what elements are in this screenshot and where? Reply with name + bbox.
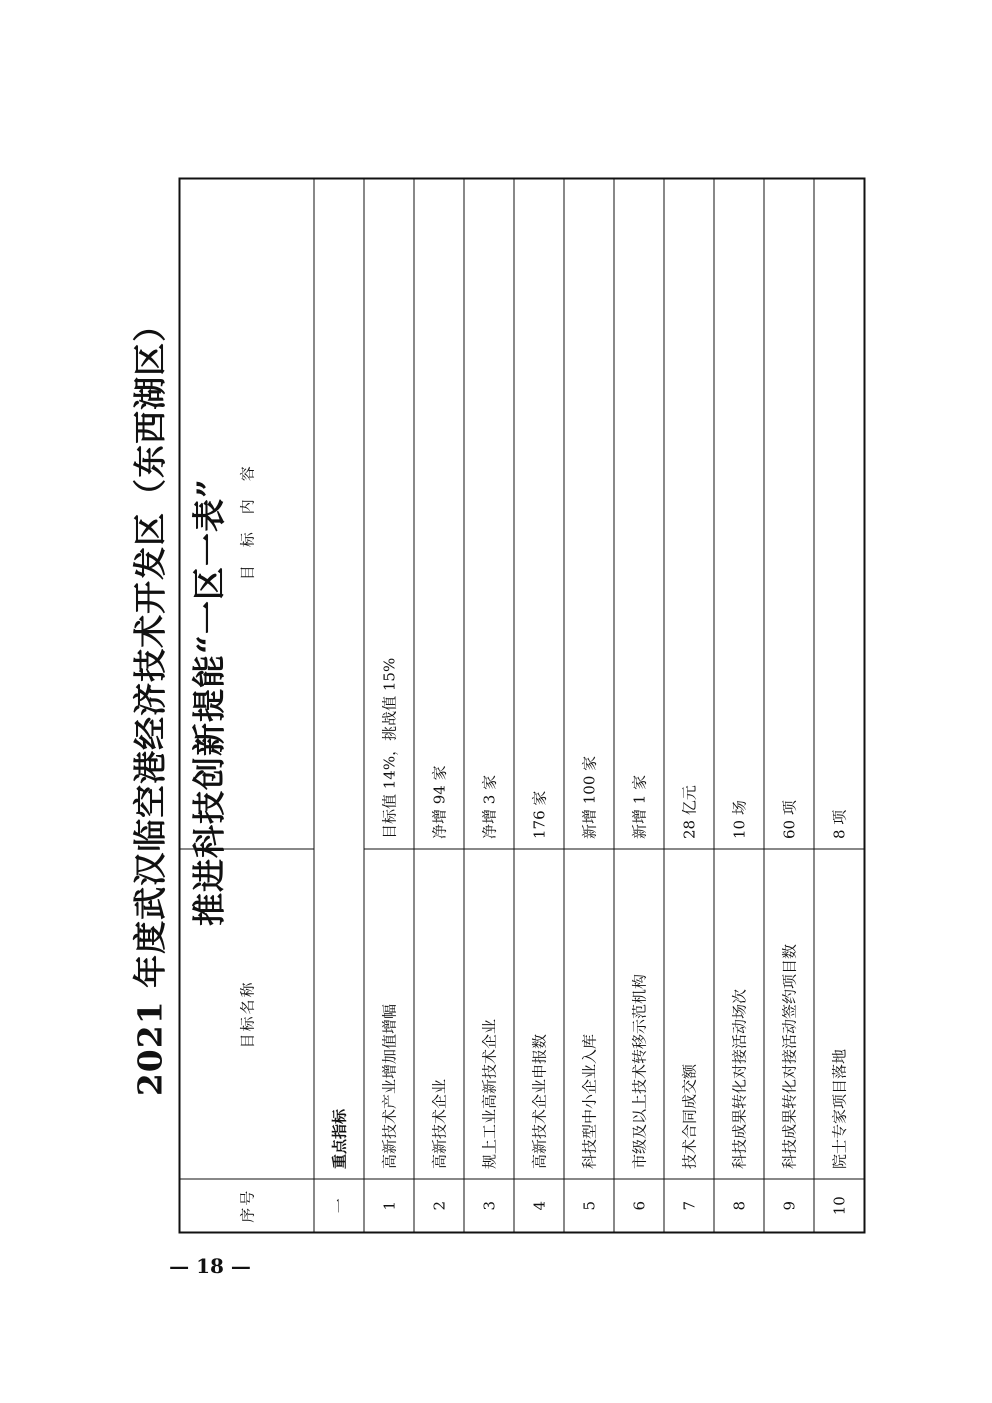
header-target: 目标内容 — [179, 178, 314, 849]
table-row — [814, 178, 865, 1232]
row-no: 3 — [464, 1179, 514, 1232]
table-row — [614, 178, 664, 1232]
section-name: 重点指标 — [314, 849, 364, 1179]
row-name: 技术合同成交额 — [664, 849, 714, 1179]
table-row — [464, 178, 514, 1232]
row-name: 市级及以上技术转移示范机构 — [614, 849, 664, 1179]
header-no: 序号 — [179, 1179, 314, 1232]
row-target: 176 家 — [514, 178, 564, 849]
row-no: 6 — [614, 1179, 664, 1232]
header-name: 目标名称 — [179, 849, 314, 1179]
row-target: 8 项 — [814, 178, 865, 849]
row-no: 2 — [414, 1179, 464, 1232]
row-name: 科技型中小企业入库 — [564, 849, 614, 1179]
table-row — [714, 178, 764, 1232]
row-name: 科技成果转化对接活动签约项目数 — [764, 849, 814, 1179]
row-target: 60 项 — [764, 178, 814, 849]
table-row — [664, 178, 714, 1232]
table-row — [414, 178, 464, 1232]
row-name: 科技成果转化对接活动场次 — [714, 849, 764, 1179]
document-title-line-1: 2021 年度武汉临空港经济技术开发区（东西湖区） — [130, 307, 169, 1096]
table-row — [514, 178, 564, 1232]
row-name: 院士专家项目落地 — [814, 849, 865, 1179]
row-no: 10 — [814, 1179, 865, 1232]
section-target-empty — [314, 178, 364, 849]
row-name: 高新技术产业增加值增幅 — [364, 849, 414, 1179]
row-name: 规上工业高新技术企业 — [464, 849, 514, 1179]
row-no: 9 — [764, 1179, 814, 1232]
row-target: 净增 3 家 — [464, 178, 514, 849]
row-target: 新增 100 家 — [564, 178, 614, 849]
row-target: 净增 94 家 — [414, 178, 464, 849]
document-title-line-2: 推进科技创新提能“一区一表” — [189, 477, 228, 926]
table-row — [564, 178, 614, 1232]
row-name: 高新技术企业 — [414, 849, 464, 1179]
row-no: 4 — [514, 1179, 564, 1232]
target-table — [178, 177, 865, 1233]
section-no: 一 — [314, 1179, 364, 1232]
row-no: 5 — [564, 1179, 614, 1232]
row-no: 1 — [364, 1179, 414, 1232]
table-row — [764, 178, 814, 1232]
row-no: 8 — [714, 1179, 764, 1232]
row-target: 目标值 14%，挑战值 15% — [364, 178, 414, 849]
section-row — [314, 178, 364, 1232]
table-row — [364, 178, 414, 1232]
row-no: 7 — [664, 1179, 714, 1232]
table-header-row — [179, 178, 314, 1232]
page-number: — 18 — — [169, 1254, 251, 1278]
row-name: 高新技术企业申报数 — [514, 849, 564, 1179]
row-target: 新增 1 家 — [614, 178, 664, 849]
row-target: 10 场 — [714, 178, 764, 849]
row-target: 28 亿元 — [664, 178, 714, 849]
